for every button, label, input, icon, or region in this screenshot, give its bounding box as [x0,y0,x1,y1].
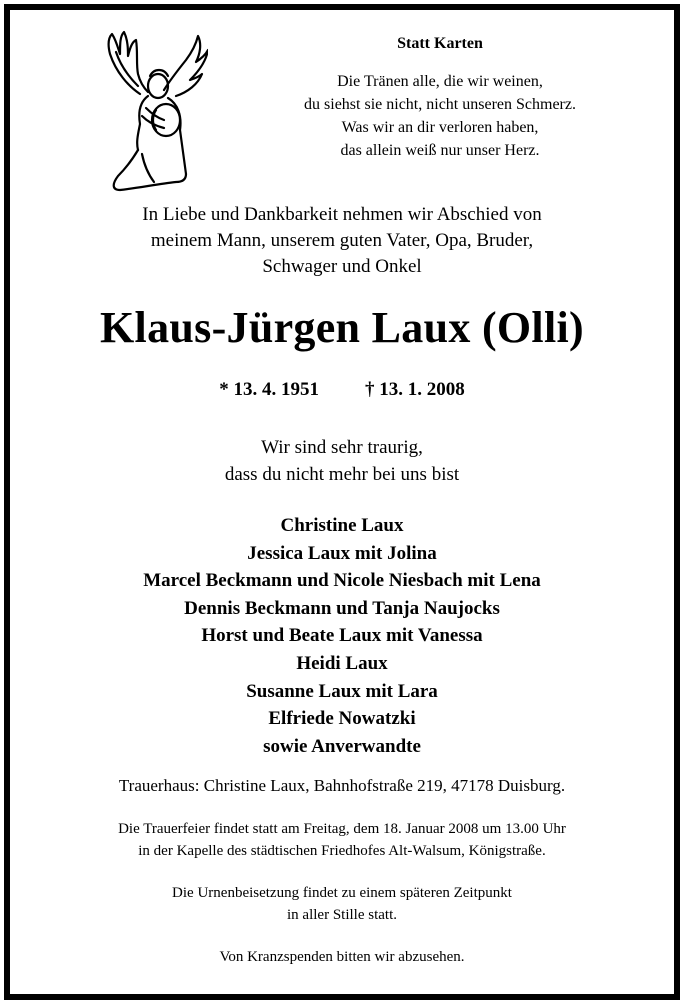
family-list [10,512,674,760]
family-member: Elfriede Nowatzki [268,708,416,730]
family-member: Jessica Laux mit Jolina [247,542,437,564]
funeral-line: in der Kapelle des städtischen Friedhofes Alt-Walsum, Königstraße. [138,843,546,859]
statt-karten-label: Statt Karten [397,35,483,52]
intro-line: Schwager und Onkel [262,256,422,277]
family-member: Dennis Beckmann und Tanja Naujocks [184,597,500,619]
family-member: Horst und Beate Laux mit Vanessa [201,625,483,647]
trauerhaus-address: Trauerhaus: Christine Laux, Bahnhofstraße 219, 47178 Duisburg. [118,776,566,795]
deceased-name: Klaus-Jürgen Laux (Olli) [100,303,584,352]
family-member: Susanne Laux mit Lara [246,680,438,702]
notice-content [10,10,674,994]
life-dates [10,378,674,402]
angel-icon [98,24,208,192]
intro-line: meinem Mann, unserem guten Vater, Opa, Bruder, [150,230,534,251]
funeral-line: Die Trauerfeier findet statt am Freitag, dem 18. Januar 2008 um 13.00 Uhr [118,821,566,837]
intro-line: In Liebe und Dankbarkeit nehmen wir Abschied von [142,204,542,225]
family-member: sowie Anverwandte [263,735,421,757]
sad-line: dass du nicht mehr bei uns bist [224,464,460,485]
funeral-service-info [10,818,674,862]
poem-line: du siehst sie nicht, nicht unseren Schmerz. [304,96,576,113]
poem [250,70,630,162]
intro-text [10,202,674,280]
sad-line: Wir sind sehr traurig, [261,437,423,458]
notice-frame [4,4,680,1000]
poem-line: das allein weiß nur unser Herz. [340,142,540,159]
poem-line: Was wir an dir verloren haben, [341,119,539,136]
urn-burial-info [10,882,674,926]
birth-date: * 13. 4. 1951 [219,379,319,400]
wreath-note: Von Kranzspenden bitten wir abzusehen. [219,949,465,965]
urn-line: in aller Stille statt. [287,907,397,923]
poem-line: Die Tränen alle, die wir weinen, [337,73,543,90]
death-date: † 13. 1. 2008 [365,379,465,400]
family-member: Marcel Beckmann und Nicole Niesbach mit Lena [143,570,541,592]
urn-line: Die Urnenbeisetzung findet zu einem späteren Zeitpunkt [172,885,512,901]
sad-message [10,434,674,488]
header-block [250,34,630,162]
family-member: Heidi Laux [296,652,388,674]
family-member: Christine Laux [280,515,404,536]
